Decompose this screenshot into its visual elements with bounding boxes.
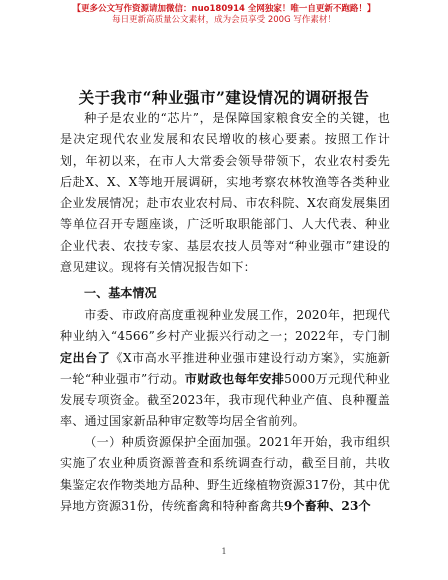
bold-text-run: 定出台了 xyxy=(60,350,111,365)
text-run: ，实施新一轮“种业强市”行动。 xyxy=(60,350,390,386)
text-run: 《X市高水平推进种业强市建设行动方案》 xyxy=(110,350,340,365)
text-run: 5000万元现代种业发展专项资金。截至2023年，我市现代种业产值、良种覆盖率、通过国家新品种审定数等均居全省前列。 xyxy=(60,371,391,429)
promo-banner xyxy=(0,4,448,26)
text-run: （一）种质资源保护全面加强。2021年开始，我市组织实施了农业种质资源普查和系统调查行动，截至目前，共收集鉴定农作物类地方品种、野生近缘植物资源317份，其中优异地方资源31份，传统畜禽和特种畜禽共 xyxy=(60,435,390,513)
bold-text-run: 9个畜种、23个 xyxy=(283,498,371,513)
section-heading-basic-situation: 一、基本情况 xyxy=(84,286,157,300)
bold-text-run: 市财政也每年安排 xyxy=(184,371,285,386)
promo-banner-line1: 【更多公文写作资源请加微信：nuo180914 全网独家！唯一自更新不跑路！】 xyxy=(72,4,376,14)
document-title: 关于我市“种业强市”建设情况的调研报告 xyxy=(78,88,370,107)
promo-banner-line2: 每日更新高质量公文素材，成为会员享受 200G 写作素材！ xyxy=(112,15,336,25)
page-number: 1 xyxy=(221,547,227,556)
text-run: 市委、市政府高度重视种业发展工作，2020年，把现代种业纳入“4566”乡村产业振兴行动之一；2022年，专门制 xyxy=(60,308,390,344)
intro-paragraph: 种子是农业的“芯片”，是保障国家粮食安全的关键，也是决定现代农业发展和农民增收的核心要素。按照工作计划，年初以来，在市人大常委会领导带领下，农业农村委先后赴X、X、X等地开展调研，实地考察农林牧渔等各类种业企业发展情况；赴市农业农村局、市农科院、X农商发展集团等单位召开专题座谈，广泛听取职能部门、人大代表、种业企业代表、农技专家、基层农技人员等对“种业强市”建设的意见建议。现将有关情况报告如下： xyxy=(60,111,390,275)
section1-paragraph-1 xyxy=(60,305,390,433)
section1-paragraph-2 xyxy=(60,432,390,517)
